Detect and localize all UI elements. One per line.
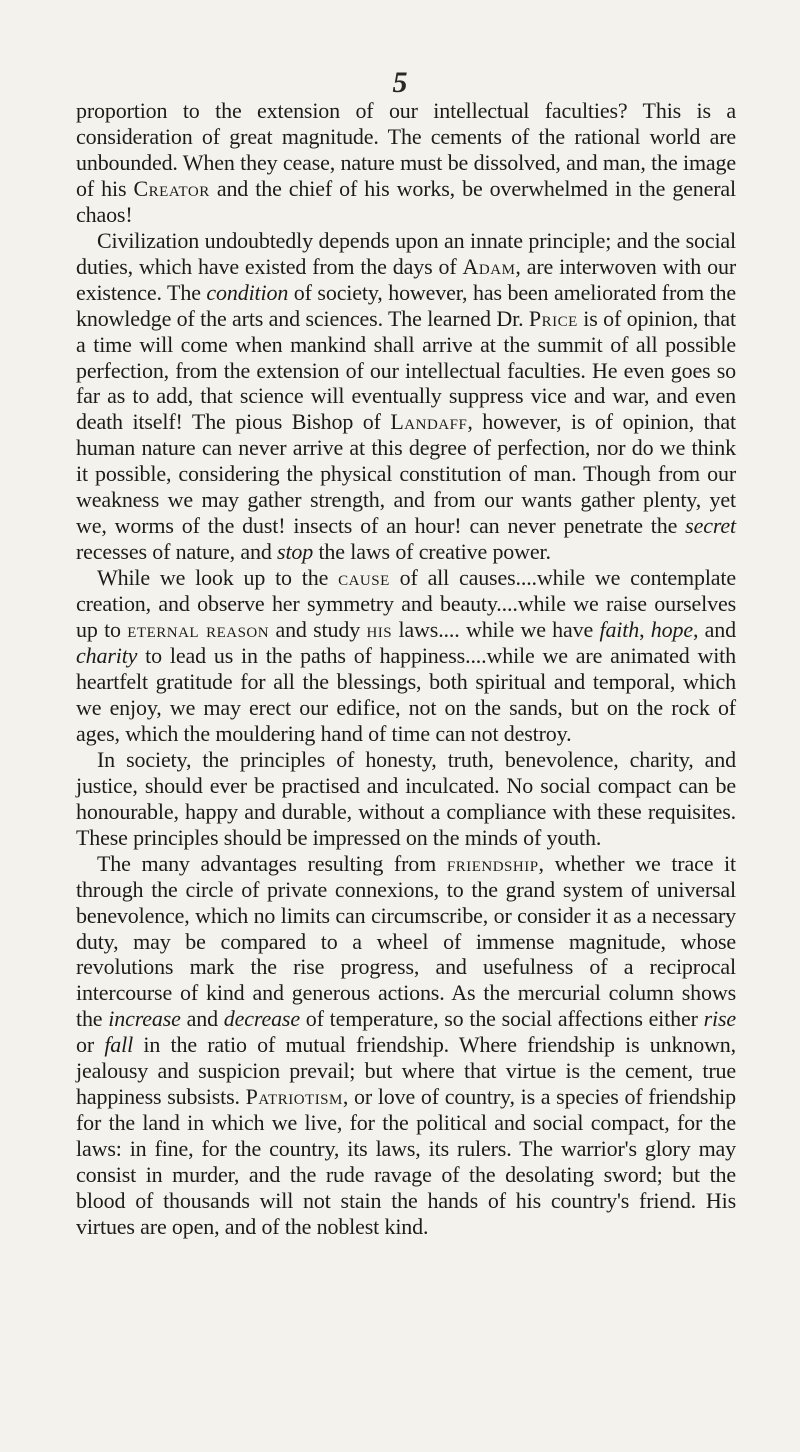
text-run: and <box>180 1006 224 1032</box>
small-caps-text: eternal reason <box>127 617 270 643</box>
italic-text: decrease <box>223 1006 300 1032</box>
paragraph <box>76 851 736 1240</box>
small-caps-text: Adam <box>462 253 516 279</box>
text-run: In society, the principles of honesty, truth, benevolence, charity, and justice, should ever be practised and inculcated. No social compact can be honourable, happy and durable, without a compliance with these requisites. These principles should be impressed on the minds of youth. <box>76 746 736 850</box>
italic-text: charity <box>76 643 138 669</box>
text-run: recesses of nature, and <box>76 539 278 565</box>
text-run: is of opinion, that a time will come when mankind shall arrive at the summit of all possible perfection, from the extension of our intellectual faculties. He even goes so far as to add, that science will eventually suppress vice and war, and even death itself! The pious Bishop of <box>76 305 736 435</box>
text-run: , and <box>692 617 736 643</box>
small-caps-text: Price <box>528 305 578 331</box>
text-run: of society, however, has been ameliorated from the knowledge of the arts and sciences. The learned Dr. <box>76 279 736 331</box>
text-run: or <box>76 1032 105 1058</box>
paragraph <box>76 565 736 747</box>
text-run: and study <box>269 617 367 643</box>
italic-text: stop <box>277 539 314 565</box>
italic-text: condition <box>206 279 289 305</box>
italic-text: rise <box>703 1006 737 1032</box>
text-run: , whether we trace it through the circle of private connexions, to the grand system of universal benevolence, which no limits can circumscribe, or consider it as a necessary duty, may be compared to a wheel of immense magnitude, whose revolutions mark the rise progress, and usefulness of a reciprocal intercourse of kind and generous actions. As the mercurial column shows the <box>76 850 736 1032</box>
text-run: , or love of country, is a species of friendship for the land in which we live, for the political and social compact, for the laws: in fine, for the country, its laws, its rulers. The warrior's glory may consist in murder, and the rude ravage of the desolating sword; but the blood of thousands will not stain the hands of his country's friend. His virtues are open, and of the noblest kind. <box>76 1084 736 1239</box>
text-run: to lead us in the paths of happiness....while we are animated with heartfelt gratitude for all the blessings, both spiritual and temporal, which we enjoy, we may erect our edifice, not on the sands, but on the rock of ages, which the mouldering hand of time can not destroy. <box>76 643 736 746</box>
italic-text: hope <box>650 617 693 643</box>
text-run: in the ratio of mutual friendship. Where friendship is unknown, jealousy and suspicion prevail; but where that virtue is the cement, true happiness subsists. <box>76 1032 736 1110</box>
text-run: , <box>639 617 651 643</box>
italic-text: faith <box>599 617 640 643</box>
text-run: The many advantages resulting from <box>97 850 447 876</box>
text-run: While we look up to the <box>97 565 339 591</box>
paragraph <box>76 747 736 851</box>
small-caps-text: his <box>366 617 393 643</box>
italic-text: secret <box>685 513 736 539</box>
small-caps-text: Landaff <box>390 409 468 435</box>
small-caps-text: cause <box>338 565 390 591</box>
text-run: the laws of creative power. <box>313 539 551 565</box>
paragraph <box>76 228 736 565</box>
small-caps-text: friendship <box>446 850 539 876</box>
small-caps-text: Patriotism <box>245 1084 343 1110</box>
text-run: laws.... while we have <box>392 617 600 643</box>
italic-text: fall <box>104 1032 134 1058</box>
body-text <box>76 98 736 1240</box>
italic-text: increase <box>108 1006 181 1032</box>
text-run: Civilization undoubtedly depends upon an innate principle; and the social duties, which have existed from the days of <box>76 227 736 279</box>
text-run: , however, is of opinion, that human nature can never arrive at this degree of perfection, nor do we think it possible, considering the physical constitution of man. Though from our weakness we may gather strength, and from our wants gather plenty, yet we, worms of the dust! insects of an hour! can never penetrate the <box>76 409 737 539</box>
text-run: proportion to the extension of our intellectual faculties? This is a consideration of great magnitude. The cements of the rational world are unbounded. When they cease, nature must be dissolved, and man, the image of his <box>76 98 736 201</box>
text-run: , are interwoven with our existence. The <box>76 253 736 305</box>
page-number: 5 <box>392 66 408 99</box>
text-run: and the chief of his works, be overwhelmed in the general chaos! <box>76 175 737 227</box>
small-caps-text: Creator <box>133 175 210 201</box>
paragraph <box>76 98 736 228</box>
text-run: of all causes....while we contemplate creation, and observe her symmetry and beauty....while we raise ourselves up to <box>76 565 736 643</box>
text-run: of temperature, so the social affections either <box>299 1006 704 1032</box>
